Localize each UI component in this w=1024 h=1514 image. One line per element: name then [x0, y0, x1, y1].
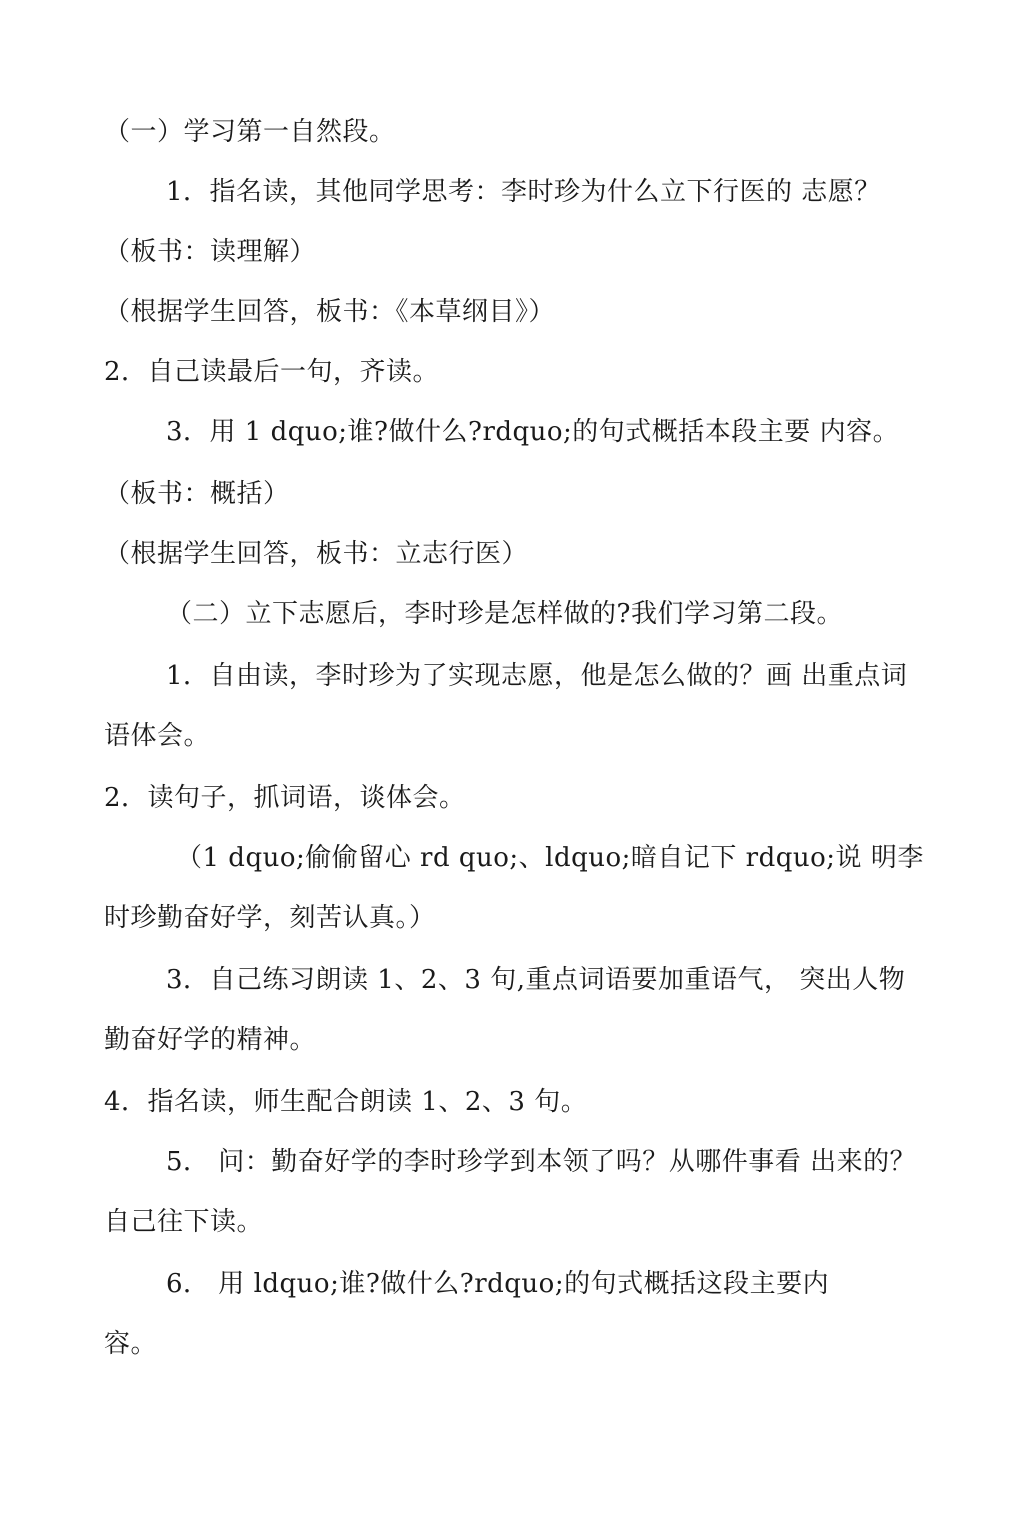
paragraph-line: 勤奋好学的精神。	[104, 1025, 317, 1055]
board-note: （根据学生回答，板书：立志行医）	[104, 539, 529, 569]
paragraph-line: 自己往下读。	[104, 1207, 264, 1237]
paragraph-line: 语体会。	[104, 721, 211, 751]
paragraph-line: 2．自己读最后一句，齐读。	[104, 357, 440, 387]
paragraph-line: 2．读句子，抓词语，谈体会。	[104, 783, 466, 813]
paragraph-line: 4．指名读，师生配合朗读 1、2、3 句。	[104, 1087, 588, 1117]
paragraph-line: 1．自由读，李时珍为了实现志愿，他是怎么做的？画 出重点词	[166, 661, 908, 691]
paragraph-line: 3．用 1 dquo;谁?做什么?rdquo;的句式概括本段主要 内容。	[166, 417, 900, 447]
board-note: （板书：读理解）	[104, 237, 317, 267]
board-note: （板书：概括）	[104, 479, 290, 509]
paragraph-line: （1 dquo;偷偷留心 rd quo;、ldquo;暗自记下 rdquo;说 明李	[176, 843, 924, 873]
paragraph-line: 容。	[104, 1329, 158, 1359]
paragraph-line: 5． 问：勤奋好学的李时珍学到本领了吗？从哪件事看 出来的？	[166, 1147, 917, 1177]
board-note: （根据学生回答，板书：《本草纲目》）	[104, 297, 556, 327]
paragraph-line: 6． 用 ldquo;谁?做什么?rdquo;的句式概括这段主要内	[166, 1269, 830, 1299]
paragraph-line: 1．指名读，其他同学思考：李时珍为什么立下行医的 志愿？	[166, 177, 881, 207]
paragraph-line: 时珍勤奋好学，刻苦认真。）	[104, 903, 436, 933]
paragraph-line: 3．自己练习朗读 1、2、3 句,重点词语要加重语气， 突出人物	[166, 965, 906, 995]
section-heading-1: （一）学习第一自然段。	[104, 117, 396, 147]
section-heading-2: （二）立下志愿后，李时珍是怎样做的?我们学习第二段。	[166, 599, 843, 629]
